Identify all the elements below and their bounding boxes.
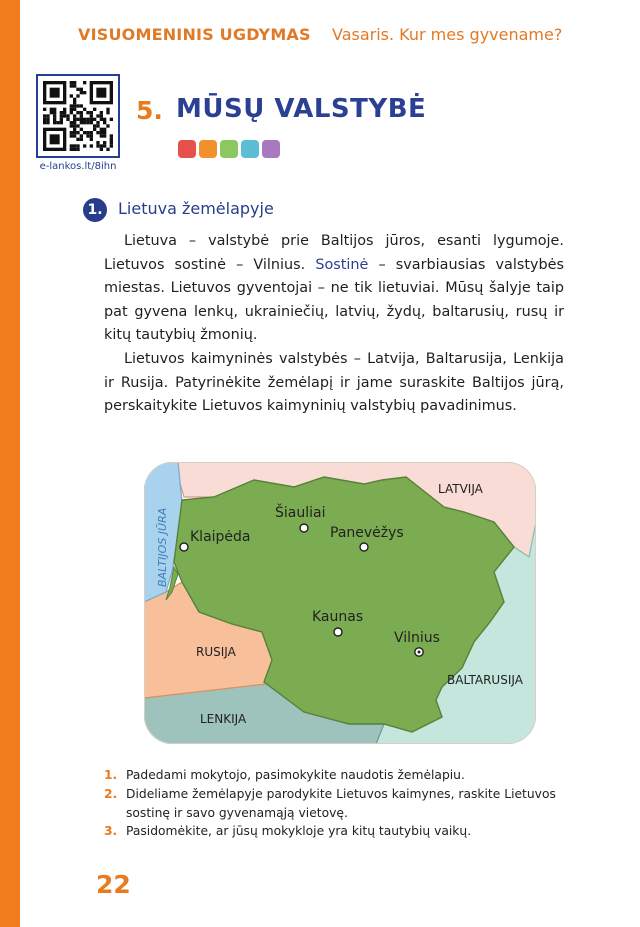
body-text: [104, 230, 564, 419]
lesson-number: 5.: [136, 96, 163, 125]
label-panevezys: Panevėžys: [330, 525, 404, 541]
subject-header: VISUOMENINIS UGDYMAS: [78, 25, 311, 44]
task-item: 1. Padedami mokytojo, pasimokykite naudotis žemėlapiu.: [104, 768, 465, 782]
qr-code[interactable]: [36, 74, 120, 158]
highlight-term: Sostinė: [315, 256, 369, 273]
lesson-title: MŪSŲ VALSTYBĖ: [176, 94, 427, 124]
city-dot-kaunas: [334, 628, 342, 636]
label-poland: LENKIJA: [200, 712, 247, 726]
paragraph-1: Lietuva – valstybė prie Baltijos jūros, esanti lygumoje. Lietuvos sostinė – Vilnius. Sostinė – svarbiausias valstybės miestas. Lietuvos gyventojai – ne tik lietuviai. Mūsų šalyje taip pat gyvena lenkų, ukrainiečių, latvių, žydų, baltarusių, rusų ir kitų tautybių žmonių.: [104, 233, 564, 344]
map-figure: [144, 462, 536, 744]
qr-link[interactable]: e-lankos.lt/8ihn: [39, 161, 117, 172]
lithuania-map: [144, 462, 536, 748]
capital-marker: [418, 651, 421, 654]
city-dot-panevezys: [360, 543, 368, 551]
qr-code-icon: [43, 81, 113, 151]
label-russia: RUSIJA: [196, 645, 236, 659]
color-dot: [220, 140, 238, 158]
paragraph-2: Lietuvos kaimyninės valstybės – Latvija, Baltarusija, Lenkija ir Rusija. Patyrinėkite žemėlapį ir jame suraskite Baltijos jūrą, perskaitykite Lietuvos kaimyninių valstybių pavadinimus.: [104, 350, 564, 415]
section-number: 1.: [83, 198, 107, 222]
task-list: [104, 766, 574, 841]
city-dot-klaipeda: [180, 543, 188, 551]
section-title: Lietuva žemėlapyje: [118, 199, 274, 218]
color-dot: [262, 140, 280, 158]
page-number: 22: [96, 870, 131, 899]
label-kaunas: Kaunas: [312, 609, 364, 625]
label-sea: BALTIJOS JŪRA: [156, 507, 169, 587]
task-item: 2. Dideliame žemėlapyje parodykite Lietuvos kaimynes, raskite Lietuvos sostinę ir savo gyvenamąją vietovę.: [104, 786, 556, 820]
page-edge-bar: [0, 0, 20, 927]
lesson-color-dots: [178, 140, 283, 158]
color-dot: [199, 140, 217, 158]
label-klaipeda: Klaipėda: [190, 529, 251, 545]
city-dot-siauliai: [300, 524, 308, 532]
topic-header: Vasaris. Kur mes gyvename?: [332, 25, 563, 44]
label-latvia: LATVIJA: [438, 482, 483, 496]
label-siauliai: Šiauliai: [275, 505, 326, 521]
label-vilnius: Vilnius: [394, 630, 440, 646]
color-dot: [178, 140, 196, 158]
label-belarus: BALTARUSIJA: [447, 673, 523, 687]
color-dot: [241, 140, 259, 158]
task-item: 3. Pasidomėkite, ar jūsų mokykloje yra kitų tautybių vaikų.: [104, 824, 472, 839]
